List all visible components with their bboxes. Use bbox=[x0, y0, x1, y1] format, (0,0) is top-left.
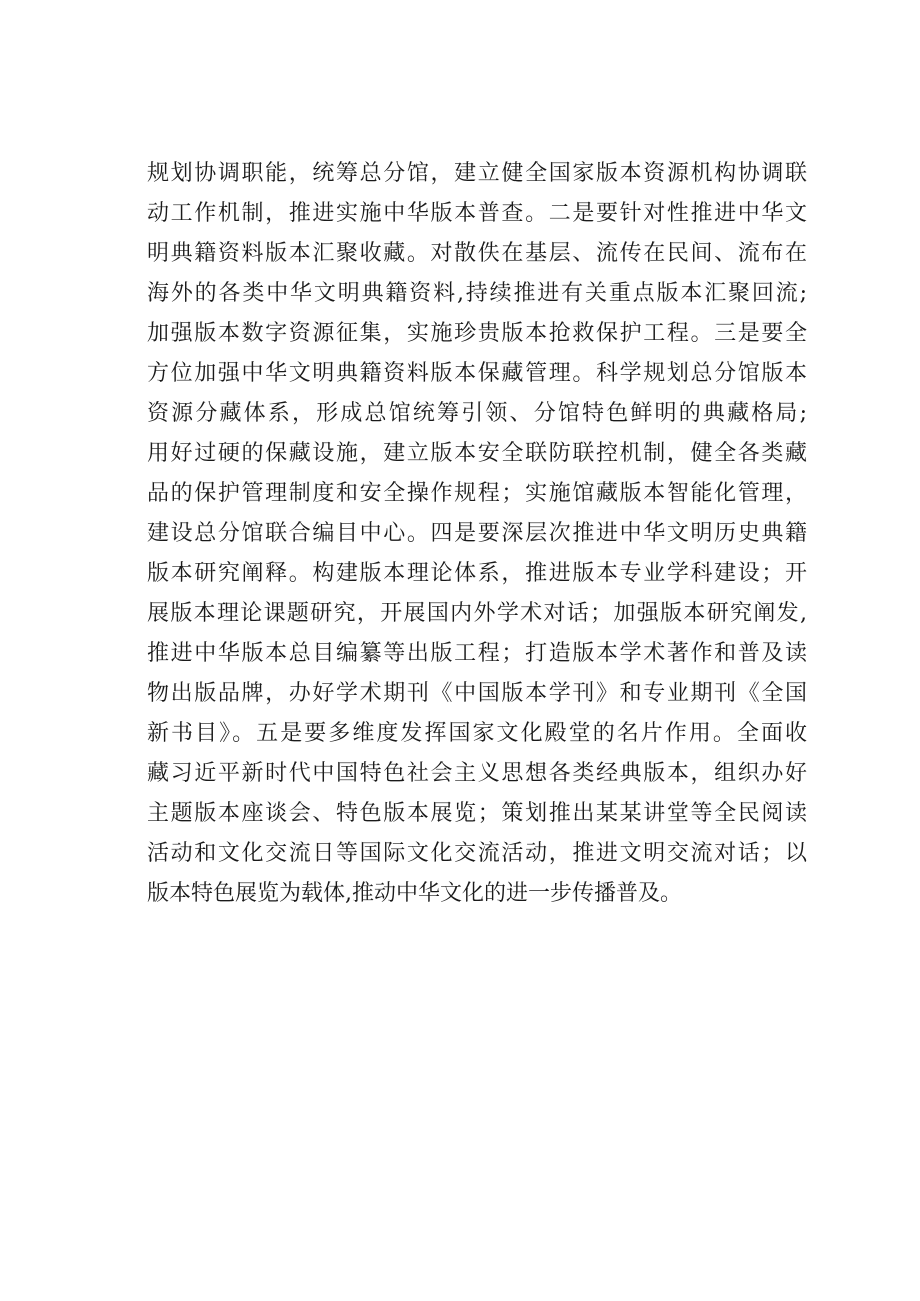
paragraph-line-1: 规划协调职能，统筹总分馆，建立健全国家版本资源机构协调联 bbox=[147, 161, 807, 186]
paragraph-line-19: 版本特色展览为载体,推动中华文化的进一步传播普及。 bbox=[147, 881, 682, 906]
paragraph-line-6: 方位加强中华文明典籍资料版本保藏管理。科学规划总分馆版本 bbox=[147, 361, 807, 386]
paragraph-line-5: 加强版本数字资源征集，实施珍贵版本抢救保护工程。三是要全 bbox=[147, 321, 807, 346]
paragraph-line-7: 资源分藏体系，形成总馆统筹引领、分馆特色鲜明的典藏格局; bbox=[147, 401, 807, 426]
paragraph-line-16: 藏习近平新时代中国特色社会主义思想各类经典版本，组织办好 bbox=[147, 761, 807, 786]
body-paragraph bbox=[147, 154, 807, 914]
paragraph-line-11: 版本研究阐释。构建版本理论体系，推进版本专业学科建设；开 bbox=[147, 561, 807, 586]
paragraph-line-15: 新书目》。五是要多维度发挥国家文化殿堂的名片作用。全面收 bbox=[147, 721, 807, 746]
paragraph-line-8: 用好过硬的保藏设施，建立版本安全联防联控机制，健全各类藏 bbox=[147, 441, 807, 466]
paragraph-line-14: 物出版品牌，办好学术期刊《中国版本学刊》和专业期刊《全国 bbox=[147, 681, 807, 706]
paragraph-line-3: 明典籍资料版本汇聚收藏。对散佚在基层、流传在民间、流布在 bbox=[147, 241, 807, 266]
paragraph-line-4: 海外的各类中华文明典籍资料,持续推进有关重点版本汇聚回流; bbox=[147, 281, 807, 306]
paragraph-line-2: 动工作机制，推进实施中华版本普查。二是要针对性推进中华文 bbox=[147, 201, 807, 226]
paragraph-line-9: 品的保护管理制度和安全操作规程；实施馆藏版本智能化管理， bbox=[147, 481, 807, 506]
paragraph-line-18: 活动和文化交流日等国际文化交流活动，推进文明交流对话；以 bbox=[147, 841, 807, 866]
paragraph-line-17: 主题版本座谈会、特色版本展览；策划推出某某讲堂等全民阅读 bbox=[147, 801, 807, 826]
paragraph-line-10: 建设总分馆联合编目中心。四是要深层次推进中华文明历史典籍 bbox=[147, 521, 807, 546]
paragraph-line-12: 展版本理论课题研究，开展国内外学术对话；加强版本研究阐发, bbox=[147, 601, 807, 626]
paragraph-line-13: 推进中华版本总目编纂等出版工程；打造版本学术著作和普及读 bbox=[147, 641, 807, 666]
